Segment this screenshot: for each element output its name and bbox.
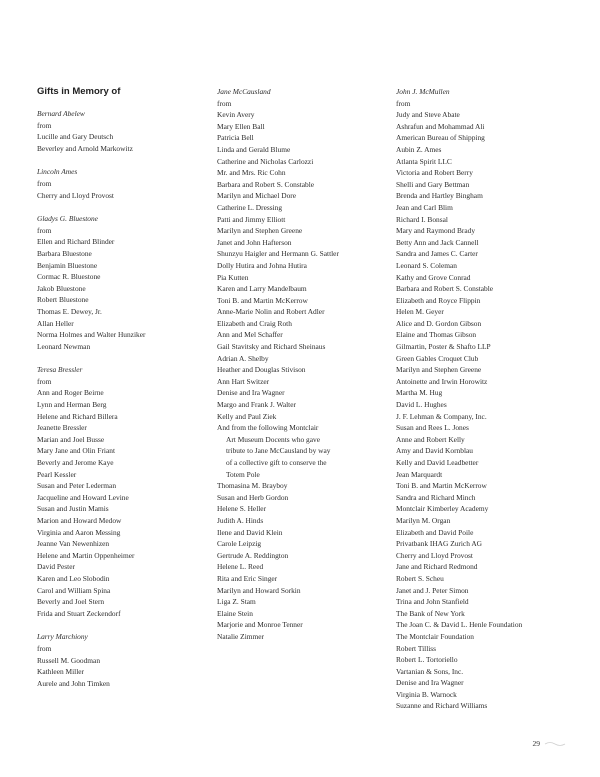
donor-name: Helen M. Geyer [396,307,444,317]
donor-name: Jean and Carl Blim [396,202,453,212]
donor-name: Ann and Roger Beirne [37,388,104,398]
donor-name: Denise and Ira Wagner [396,678,464,688]
from-label: from [217,98,232,108]
donor-name: Elizabeth and David Poile [396,527,474,537]
from-label: from [37,643,52,653]
honoree-name: John J. McMullen [396,87,450,96]
honoree-name: Larry Marchiony [37,632,88,642]
memorial-group [37,166,207,201]
donor-name: Privatbank IHAG Zurich AG [396,539,483,549]
from-label: from [37,376,52,386]
donor-name: Marilyn and Michael Dore [217,191,297,201]
donor-name: Ann Hart Switzer [217,376,270,386]
donor-name: Atlanta Spirit LLC [396,156,452,166]
donor-name: Beverly and Joel Stern [37,597,105,607]
donor-name: Pearl Kessler [37,469,77,479]
donor-name: Kevin Avery [217,110,255,120]
donor-name: Sandra and Richard Minch [396,492,476,502]
donor-name: Helene L. Reed [217,562,264,572]
donor-note-line: Art Museum Docents who gave [226,434,321,444]
donor-name: American Bureau of Shipping [396,133,485,143]
donor-name: Mary Ellen Ball [217,121,265,131]
donor-name: Mr. and Mrs. Ric Cohn [217,168,286,178]
honoree-name: Jane McCausland [217,87,271,96]
donor-name: Aurele and John Timken [37,678,110,688]
donor-name: Natalie Zimmer [217,631,264,641]
donor-name: Toni B. and Martin McKerrow [396,481,487,491]
donor-name: Susan and Rees L. Jones [396,423,469,433]
donor-name: Denise and Ira Wagner [217,388,285,398]
donor-name: Susan and Peter Lederman [37,481,117,491]
donor-name: Anne and Robert Kelly [396,434,465,444]
donor-name: Leonard Newman [37,341,91,351]
donor-name: Thomas E. Dewey, Jr. [37,306,102,316]
donor-name: Jeanne Van Newenhizen [37,539,110,549]
page-folio [533,739,567,748]
donor-name: Shelli and Gary Bettman [396,179,470,189]
donor-name: Gertrude A. Reddington [217,550,289,560]
donor-note-line: tribute to Jane McCausland by way [226,446,331,456]
from-label: from [396,98,411,108]
donor-name: Marian and Joel Busse [37,434,105,444]
memorial-group [37,108,207,154]
donor-name: Robert S. Scheu [396,573,444,583]
donor-name: Frida and Stuart Zeckendorf [37,608,121,618]
donor-name: Jane and Richard Redmond [396,562,478,572]
honoree-name: Lincoln Ames [37,167,78,177]
donor-name: Anne-Marie Nolin and Robert Adler [217,307,325,317]
donor-name: Marilyn and Stephen Greene [396,365,482,375]
memorial-group [37,631,207,689]
donor-note-line: of a collective gift to conserve the [226,458,327,467]
donor-name: Allan Heller [37,318,74,328]
honoree-name: Bernard Abelew [37,109,85,118]
donor-name: Benjamin Bluestone [37,260,98,270]
donor-name: Cherry and Lloyd Provost [37,190,114,200]
donor-name: Marilyn and Stephen Greene [217,226,303,236]
donor-name: The Bank of New York [396,608,465,618]
memorial-group [217,86,387,643]
donor-name: Karen and Leo Slobodin [37,573,110,583]
donor-name: Helene S. Heller [217,504,267,514]
donor-name: Sandra and James C. Carter [396,249,478,259]
donor-name: Montclair Kimberley Academy [396,504,489,514]
donor-name: Pia Kutten [217,272,249,282]
donor-name: Elizabeth and Craig Roth [217,318,292,328]
donor-name: Ilene and David Klein [217,527,283,537]
donor-name: Ellen and Richard Blinder [37,237,115,247]
donor-name: Kelly and David Leadbetter [396,458,479,467]
donor-name: Victoria and Robert Berry [396,168,473,178]
donor-name: Suzanne and Richard Williams [396,701,488,711]
from-label: from [37,225,52,235]
donor-name: Kathleen Miller [37,667,84,677]
donor-name: Beverly and Jerome Kaye [37,458,114,468]
donor-name: Jean Marquardt [396,469,443,479]
donor-name: Mary Jane and Olin Friant [37,446,115,456]
donor-name: Patti and Jimmy Elliott [217,214,286,224]
donor-name: Elizabeth and Royce Flippin [396,295,481,305]
donor-name: J. F. Lehman & Company, Inc. [396,411,487,421]
donor-name: Ashrafun and Mohammad Ali [396,121,485,131]
donor-name: Susan and Herb Gordon [217,492,289,502]
donor-name: Mary and Raymond Brady [396,226,476,236]
donor-name: Martha M. Hug [396,388,443,398]
donor-name: And from the following Montclair [217,423,319,433]
donor-name: Leonard S. Coleman [396,260,457,270]
donor-name: Catherine L. Dressing [217,202,283,212]
column-2 [217,86,387,655]
donor-name: Jacqueline and Howard Levine [37,492,129,502]
folio-ornament-icon [544,741,566,747]
donor-name: Cherry and Lloyd Provost [396,550,473,560]
donor-name: Kathy and Grove Conrad [396,272,471,282]
donor-name: Antoinette and Irwin Horowitz [396,376,488,386]
memorial-group [37,364,207,619]
donor-name: Barbara Bluestone [37,248,92,258]
donor-note-line: Totem Pole [226,469,260,479]
donor-name: Robert Bluestone [37,295,89,305]
column-3 [396,86,566,724]
donor-name: Janet and John Hafterson [217,237,292,247]
donor-name: Lucille and Gary Deutsch [37,132,114,142]
donor-name: Trina and John Stanfield [396,597,469,607]
from-label: from [37,178,52,188]
donor-name: Jakob Bluestone [37,283,86,293]
donor-name: Ann and Mel Schaffer [217,330,283,340]
honoree-name: Gladys G. Bluestone [37,214,98,224]
donor-name: Kelly and Paul Ziek [217,411,277,421]
donor-name: Patricia Bell [217,133,254,143]
donor-name: Barbara and Robert S. Constable [217,179,315,189]
donor-name: Lynn and Herman Berg [37,400,107,410]
donor-name: Cormac R. Bluestone [37,272,101,282]
donor-name: Amy and David Kornblau [396,446,473,456]
page-title: Gifts in Memory of [37,86,121,97]
donor-name: Marilyn and Howard Sorkin [217,585,301,595]
donor-name: David Pester [37,562,75,572]
donor-name: Marion and Howard Medow [37,516,122,525]
donor-name: Linda and Gerald Blume [217,144,291,154]
donor-name: Marilyn M. Organ [396,515,451,525]
donor-name: Elaine Stein [217,608,253,618]
donor-name: Aubin Z. Ames [396,144,442,154]
donor-name: Virginia and Aaron Messing [37,527,121,537]
donor-name: Carole Leipzig [217,539,262,549]
donor-name: Karen and Larry Mandelbaum [217,284,307,294]
donor-name: Susan and Justin Mamis [37,504,109,514]
donor-name: Dolly Hutira and Johna Hutira [217,260,307,270]
donor-name: Gilmartin, Poster & Shafto LLP [396,342,491,352]
donor-name: Heather and Douglas Stivison [217,365,306,375]
donor-name: Janet and J. Peter Simon [396,585,469,595]
donor-name: Barbara and Robert S. Constable [396,284,494,294]
donor-name: Carol and William Spina [37,585,111,595]
donor-name: Richard I. Bonsal [396,214,448,224]
donor-name: Beverley and Arnold Markowitz [37,143,133,153]
donor-name: Robert L. Tortoriello [396,655,458,665]
honoree-name: Teresa Bressler [37,365,83,375]
donor-name: Betty Ann and Jack Cannell [396,237,479,247]
donor-name: Judy and Steve Abate [396,110,460,120]
donor-name: Russell M. Goodman [37,655,101,665]
donor-name: Brenda and Hartley Bingham [396,191,483,201]
donor-name: The Joan C. & David L. Henle Foundation [396,620,523,630]
donor-name: Toni B. and Martin McKerrow [217,295,308,305]
donor-name: Vartanian & Sons, Inc. [396,666,464,676]
column-1 [37,108,207,701]
donor-name: Alice and D. Gordon Gibson [396,318,482,328]
page-number: 29 [532,739,540,748]
donor-name: Margo and Frank J. Walter [217,400,296,410]
donor-name: The Montclair Foundation [396,631,474,641]
donor-name: Jeanette Bressler [37,423,87,433]
donor-name: Virginia B. Warnock [396,689,457,699]
donor-name: Marjorie and Monroe Tenner [217,620,303,630]
donor-name: Liga Z. Stam [217,597,256,607]
donor-name: Robert Tilliss [396,643,437,653]
donor-name: Elaine and Thomas Gibson [396,330,477,340]
donor-name: David L. Hughes [396,400,447,410]
donor-name: Helene and Martin Oppenheimer [37,550,135,560]
donor-name: Rita and Eric Singer [217,573,278,583]
memorial-group [396,86,566,712]
from-label: from [37,120,52,130]
donor-name: Shunzyu Haigler and Hermann G. Sattler [217,249,339,259]
donor-name: Gail Stavitsky and Richard Sheinaus [217,342,326,352]
donor-name: Helene and Richard Billera [37,411,118,421]
donor-name: Judith A. Hinds [217,515,264,525]
donor-name: Catherine and Nicholas Carlozzi [217,156,314,166]
donor-name: Adrian A. Shelby [217,353,269,363]
donor-name: Green Gables Croquet Club [396,353,479,363]
donor-name: Thomasina M. Brayboy [217,481,288,491]
donor-name: Norma Holmes and Walter Hunziker [37,330,146,340]
memorial-group [37,213,207,352]
